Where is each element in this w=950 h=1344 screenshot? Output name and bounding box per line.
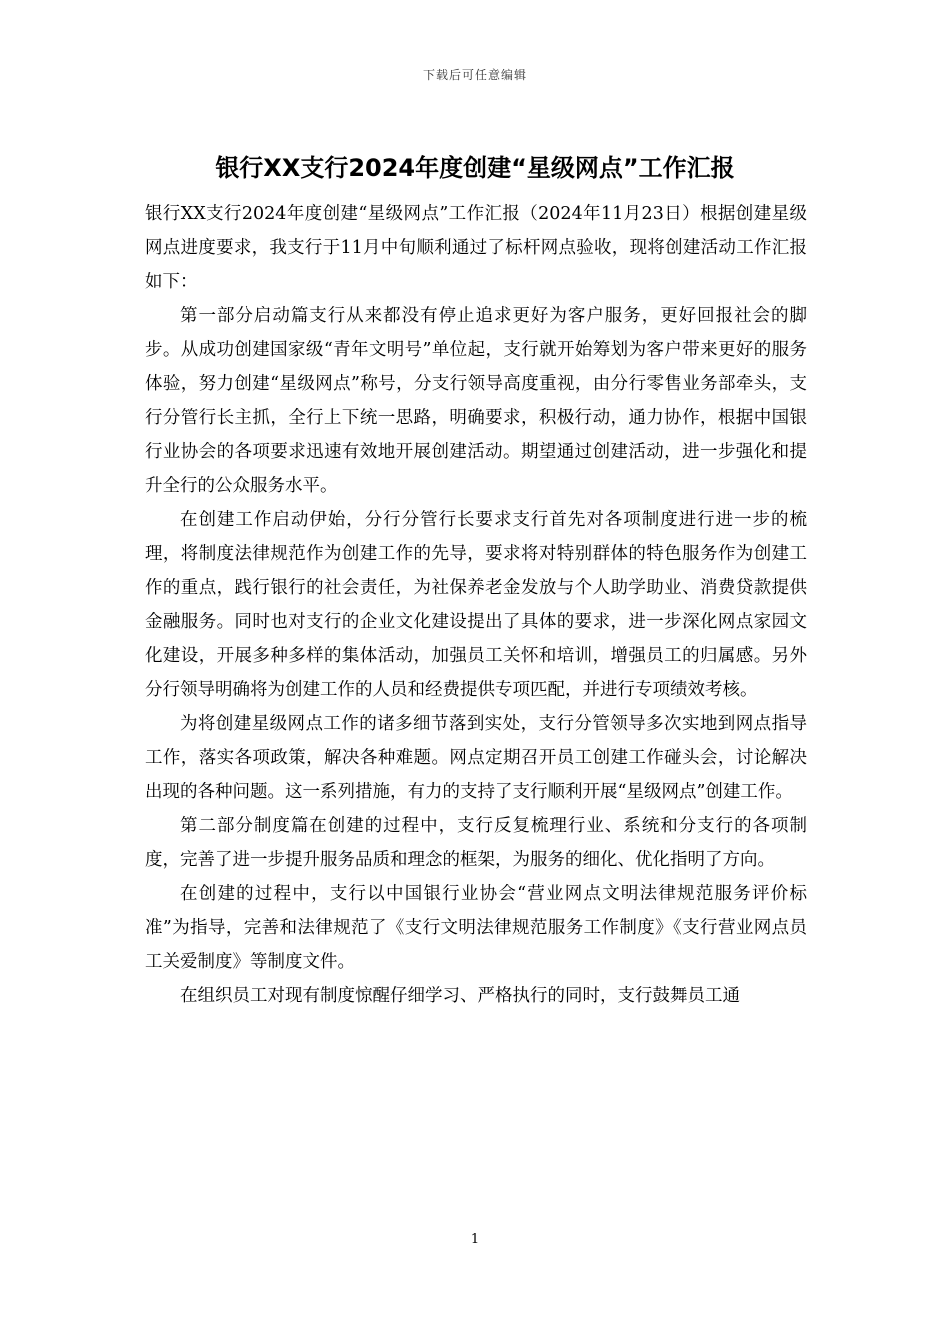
paragraph-staff-study: 在组织员工对现有制度惊醒仔细学习、严格执行的同时，支行鼓舞员工通: [180, 986, 740, 1006]
paragraph-startup: 第一部分启动篇支行从来都没有停止追求更好为客户服务，更好回报社会的脚步。从成功创建国家级“青年文明号”单位起，支行就开始筹划为客户带来更好的服务体验，努力创建“星级网点”称号，分支行领导高度重视，由分行零售业务部牵头，支行分管行长主抓，全行上下统一思路，明确要求，积极行动，通力协作，根据中国银行业协会的各项要求迅速有效地开展创建活动。期望通过创建活动，进一步强化和提升全行的公众服务水平。: [145, 306, 807, 496]
paragraph-system-part: 第二部分制度篇在创建的过程中，支行反复梳理行业、系统和分支行的各项制度，完善了进一步提升服务品质和理念的框架，为服务的细化、优化指明了方向。: [145, 816, 807, 870]
document-body: [145, 197, 807, 1013]
page-header-note: 下载后可任意编辑: [422, 68, 527, 82]
paragraph-standards: 在创建的过程中，支行以中国银行业协会“营业网点文明法律规范服务评价标准”为指导，完善和法律规范了《支行文明法律规范服务工作制度》《支行营业网点员工关爱制度》等制度文件。: [145, 884, 807, 972]
paragraph-initial-requirements: 在创建工作启动伊始，分行分管行长要求支行首先对各项制度进行进一步的梳理，将制度法律规范作为创建工作的先导，要求将对特别群体的特色服务作为创建工作的重点，践行银行的社会责任，为社保养老金发放与个人助学助业、消费贷款提供金融服务。同时也对支行的企业文化建设提出了具体的要求，进一步深化网点家园文化建设，开展多种多样的集体活动，加强员工关怀和培训，增强员工的归属感。另外分行领导明确将为创建工作的人员和经费提供专项匹配，并进行专项绩效考核。: [145, 510, 807, 700]
paragraph-intro: 银行XX支行2024年度创建“星级网点”工作汇报（2024年11月23日）根据创建星级网点进度要求，我支行于11月中旬顺利通过了标杆网点验收，现将创建活动工作汇报如下：: [145, 204, 807, 292]
paragraph-implementation: 为将创建星级网点工作的诸多细节落到实处，支行分管领导多次实地到网点指导工作，落实各项政策，解决各种难题。网点定期召开员工创建工作碰头会，讨论解决出现的各种问题。这一系列措施，有力的支持了支行顺利开展“星级网点”创建工作。: [145, 714, 807, 802]
document-title: 银行XX支行2024年度创建“星级网点”工作汇报: [215, 154, 735, 182]
page-number: 1: [470, 1232, 480, 1247]
